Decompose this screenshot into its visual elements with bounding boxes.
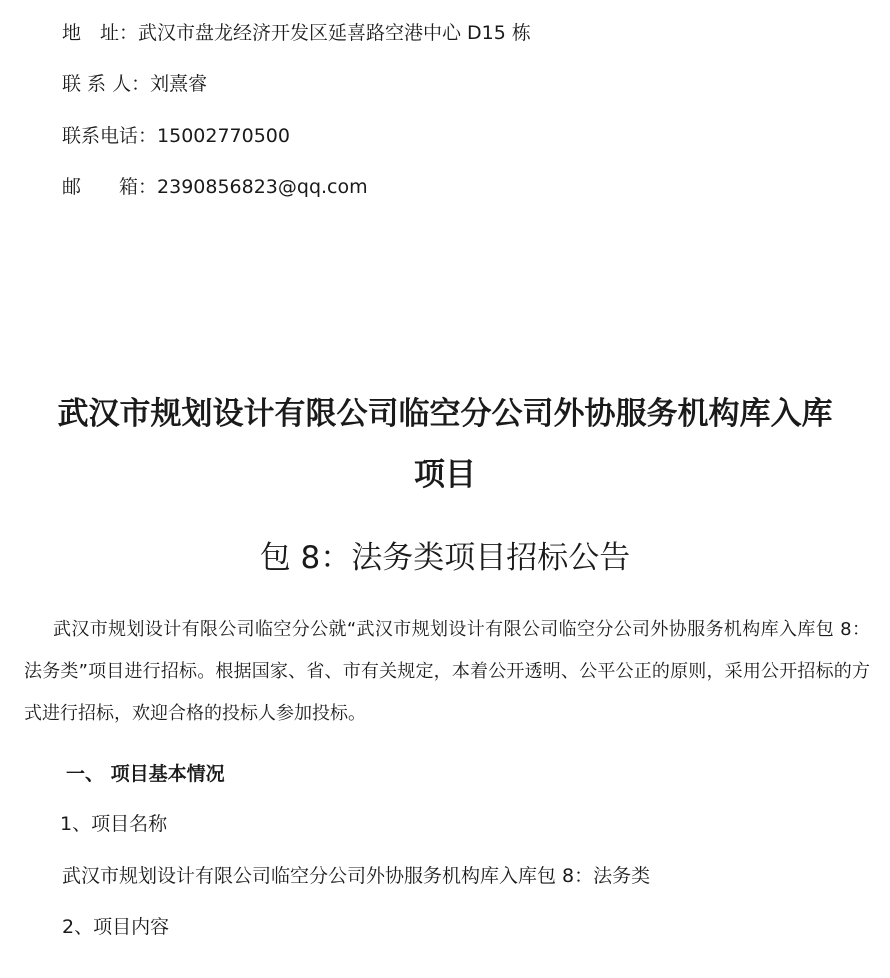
contact-phone-line	[62, 124, 290, 148]
announcement-subtitle: 包 8：法务类项目招标公告	[259, 540, 631, 576]
person-value: 刘熹睿	[150, 73, 208, 95]
contact-address-line	[62, 21, 531, 45]
email-label: 邮 箱：	[62, 176, 158, 198]
announcement-intro: 武汉市规划设计有限公司临空分公就“武汉市规划设计有限公司临空分公司外协服务机构库入库包 8：法务类”项目进行招标。根据国家、省、市有关规定，本着公开透明、公平公正的原则，采用公开招标的方式进行招标，欢迎合格的投标人参加投标。	[24, 619, 870, 724]
contact-person-line	[62, 72, 207, 96]
item-project-content-label: 2、项目内容	[62, 916, 170, 938]
item-project-name-label: 1、项目名称	[60, 813, 168, 835]
item-project-name-value: 武汉市规划设计有限公司临空分公司外协服务机构库入库包 8：法务类	[62, 865, 651, 887]
address-value: 武汉市盘龙经济开发区延喜路空港中心 D15 栋	[138, 22, 531, 44]
announcement-title-line1: 武汉市规划设计有限公司临空分公司外协服务机构库入库	[57, 396, 833, 432]
announcement-title-line2: 项目	[414, 457, 476, 493]
contact-email-line	[62, 175, 368, 199]
phone-value: 15002770500	[157, 125, 290, 147]
email-value: 2390856823@qq.com	[157, 176, 368, 198]
address-label: 地 址：	[62, 22, 139, 44]
person-label: 联 系 人：	[62, 73, 151, 95]
section-heading-basic-info: 一、 项目基本情况	[66, 763, 225, 785]
phone-label: 联系电话：	[62, 125, 158, 147]
